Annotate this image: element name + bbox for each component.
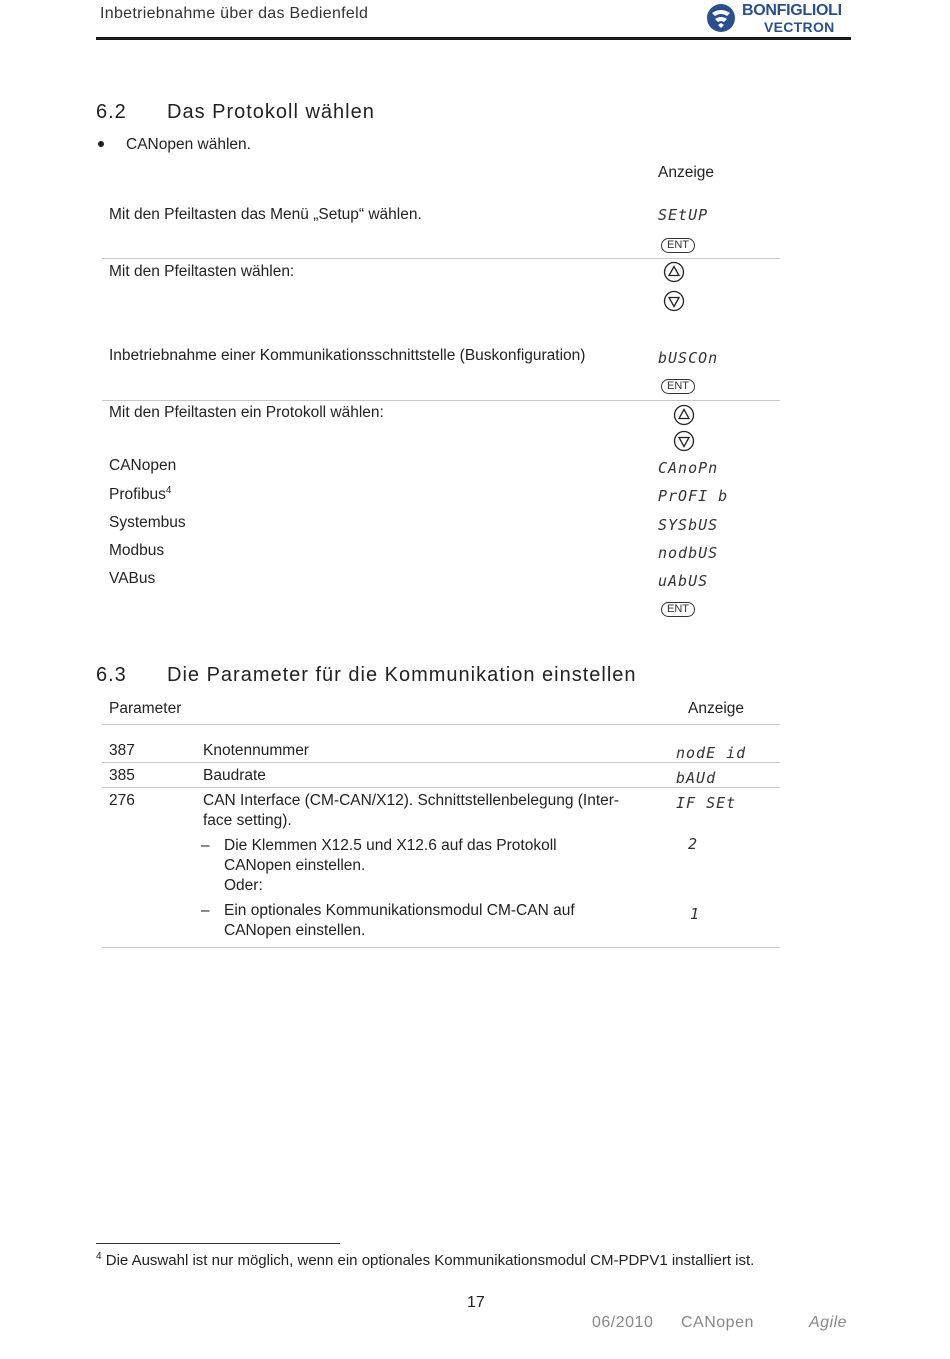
logo-text-bonfiglioli: BONFIGLIOLI xyxy=(742,2,842,19)
arrow-up-key-icon[interactable] xyxy=(673,404,695,426)
protocol-profibus xyxy=(109,485,171,504)
arrow-down-key-icon[interactable] xyxy=(673,430,695,452)
option-text: Oder: xyxy=(224,877,263,894)
option-text: CANopen einstellen. xyxy=(224,857,366,874)
ent-key-label: ENT xyxy=(661,379,695,394)
display-if-set: IF SEt xyxy=(676,794,737,812)
param-id: 387 xyxy=(109,742,135,759)
footnote-ref: 4 xyxy=(165,485,172,496)
protocol-vabus: VABus xyxy=(109,570,156,587)
param-id: 276 xyxy=(109,792,135,809)
display-systembus: SYSbUS xyxy=(658,516,719,534)
table-divider xyxy=(102,724,780,725)
ent-key[interactable] xyxy=(661,235,695,253)
table-divider xyxy=(102,400,780,401)
arrow-down-key-icon[interactable] xyxy=(663,290,685,312)
table-divider xyxy=(102,947,780,948)
display-modbus: nodbUS xyxy=(658,544,719,562)
ent-key-label: ENT xyxy=(661,238,695,253)
arrow-up-key-icon[interactable] xyxy=(663,261,685,283)
protocol-canopen: CANopen xyxy=(109,457,177,474)
bullet-item xyxy=(96,136,251,154)
param-name: CAN Interface (CM-CAN/X12). Schnittstellenbelegung (Inter- xyxy=(203,792,620,809)
param-name: Baudrate xyxy=(203,767,266,784)
param-name: Knotennummer xyxy=(203,742,309,759)
ent-key-label: ENT xyxy=(661,602,695,617)
footnote-mark: 4 xyxy=(96,1251,102,1262)
logo-text-vectron: VECTRON xyxy=(764,19,835,35)
instruction-arrow-select: Mit den Pfeiltasten wählen: xyxy=(109,263,295,280)
instruction-bus-configuration: Inbetriebnahme einer Kommunikationsschnittstelle (Buskonfiguration) xyxy=(109,347,586,364)
display-node-id: nodE id xyxy=(676,744,747,762)
display-buscon: bUSCOn xyxy=(658,349,719,367)
footnote xyxy=(96,1251,754,1269)
footnote-rule xyxy=(96,1243,340,1244)
section-title: Das Protokoll wählen xyxy=(167,101,375,123)
display-canopen: CAnoPn xyxy=(658,459,719,477)
section-number: 6.3 xyxy=(96,664,127,686)
footer-date: 06/2010 xyxy=(592,1314,654,1331)
display-vabus: uAbUS xyxy=(658,572,709,590)
section-number: 6.2 xyxy=(96,101,127,123)
protocol-systembus: Systembus xyxy=(109,514,186,531)
ent-key[interactable] xyxy=(661,376,695,394)
bullet-dot xyxy=(98,141,104,147)
option-dash: – xyxy=(201,837,210,854)
section-heading-6-3 xyxy=(96,664,637,687)
option-dash: – xyxy=(201,902,210,919)
instruction-select-protocol: Mit den Pfeiltasten ein Protokoll wählen: xyxy=(109,404,384,421)
bullet-text: CANopen wählen. xyxy=(126,136,251,153)
display-setup: SEtUP xyxy=(658,206,709,224)
section-heading-6-2 xyxy=(96,101,375,124)
header-title: Inbetriebnahme über das Bedienfeld xyxy=(100,5,369,22)
param-name-continued: face setting). xyxy=(203,812,292,829)
footnote-text: Die Auswahl ist nur möglich, wenn ein optionales Kommunikationsmodul CM-PDPV1 installiert ist. xyxy=(105,1252,755,1269)
column-header-anzeige: Anzeige xyxy=(688,700,745,717)
option-text: Die Klemmen X12.5 und X12.6 auf das Protokoll xyxy=(224,837,557,854)
display-baud: bAUd xyxy=(676,769,717,787)
header-rule xyxy=(96,37,851,40)
display-value-2: 2 xyxy=(688,835,699,853)
protocol-modbus: Modbus xyxy=(109,542,165,559)
table-divider xyxy=(102,762,780,763)
page-number: 17 xyxy=(467,1294,485,1311)
section-title: Die Parameter für die Kommunikation einstellen xyxy=(167,664,637,686)
footer-product: CANopen xyxy=(681,1314,754,1331)
column-header-parameter: Parameter xyxy=(109,700,182,717)
ent-key[interactable] xyxy=(661,599,695,617)
table-divider xyxy=(102,787,780,788)
option-text: Ein optionales Kommunikationsmodul CM-CAN auf xyxy=(224,902,575,919)
footer-series: Agile xyxy=(809,1314,848,1331)
logo-emblem-icon xyxy=(706,3,736,33)
instruction-select-setup: Mit den Pfeiltasten das Menü „Setup“ wählen. xyxy=(109,206,422,223)
column-header-anzeige: Anzeige xyxy=(658,164,715,181)
option-text: CANopen einstellen. xyxy=(224,922,366,939)
protocol-profibus-label: Profibus xyxy=(109,486,166,504)
display-value-1: 1 xyxy=(690,905,701,923)
table-divider xyxy=(102,258,780,259)
company-logo xyxy=(706,2,856,36)
display-profibus: PrOFI b xyxy=(658,487,729,505)
param-id: 385 xyxy=(109,767,135,784)
